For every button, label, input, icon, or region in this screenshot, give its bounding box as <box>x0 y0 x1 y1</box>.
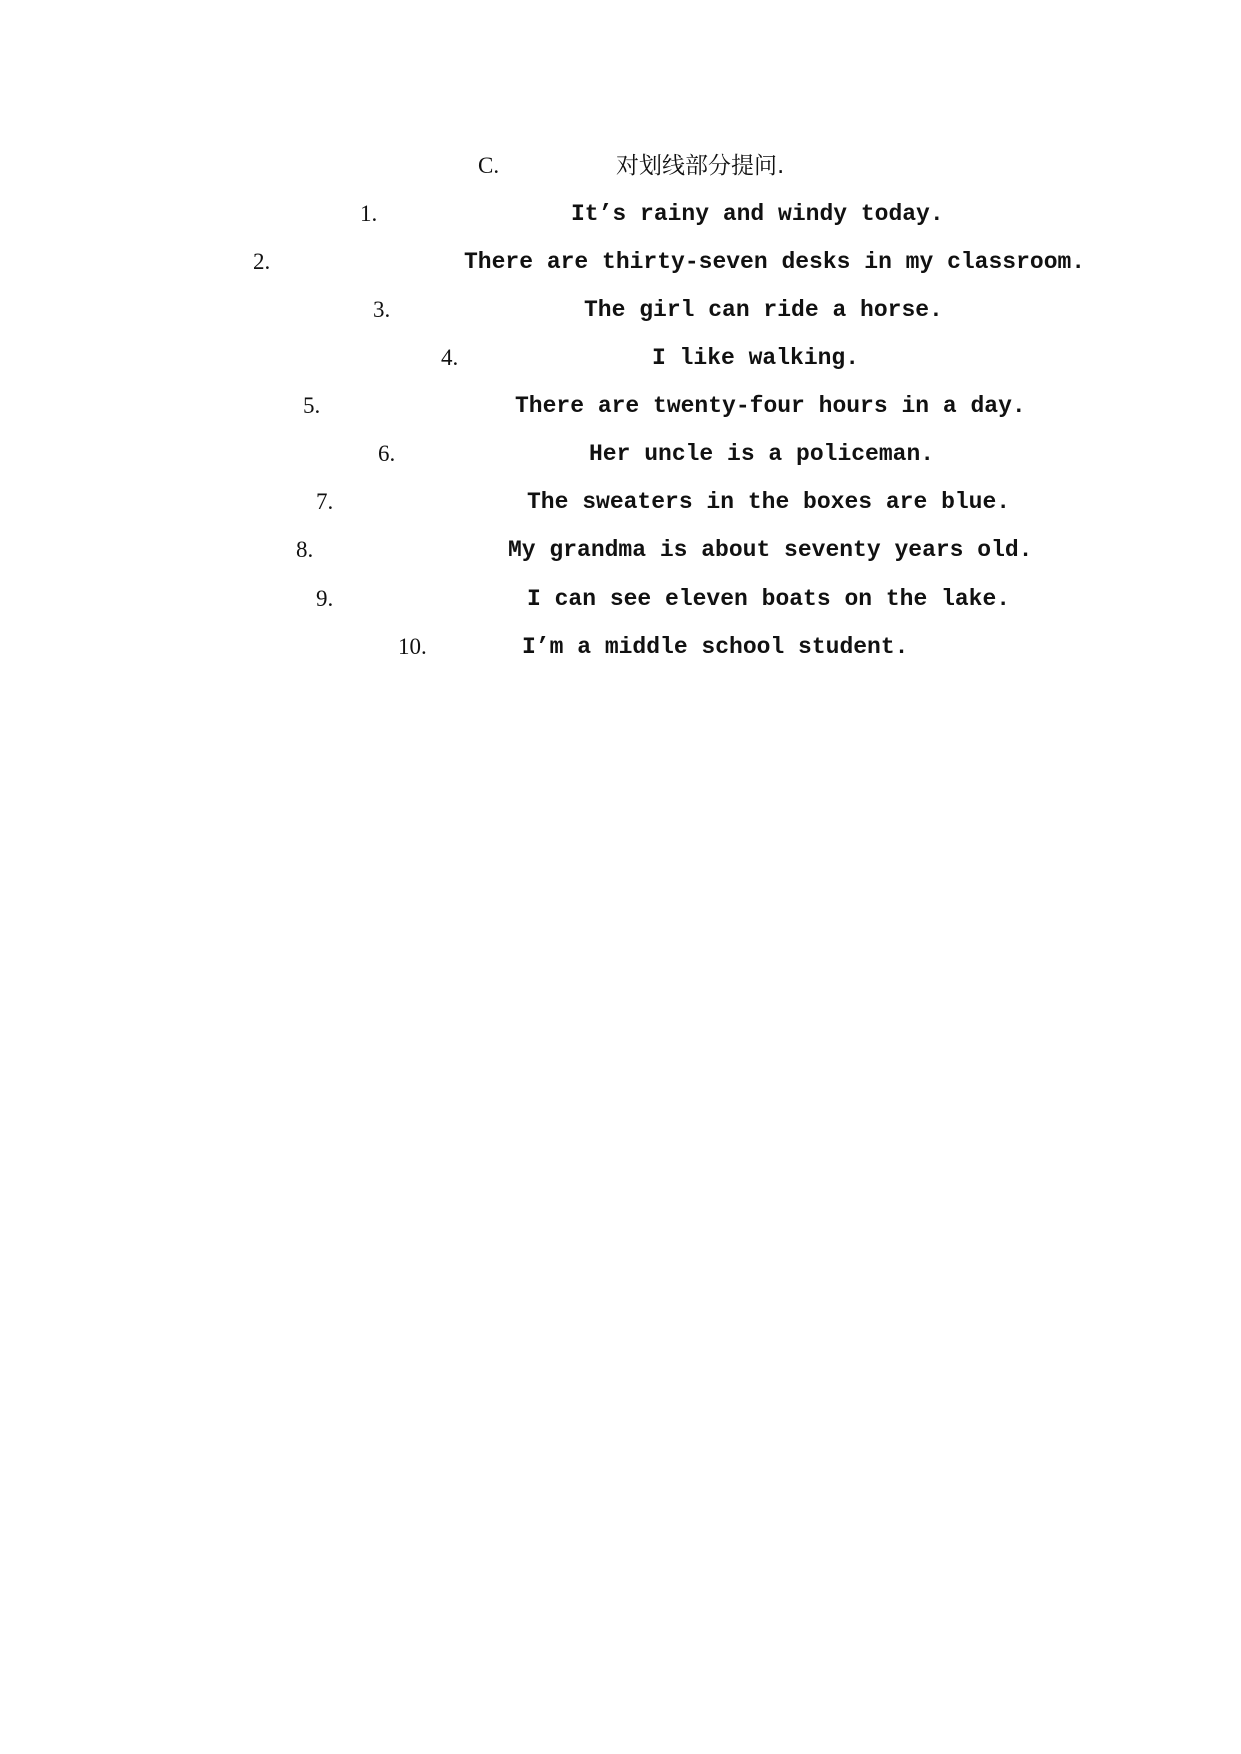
item-sentence: There are thirty-seven desks in my classroom. <box>464 249 1086 275</box>
item-sentence: The girl can ride a horse. <box>584 297 943 323</box>
section-label: C. <box>478 153 500 178</box>
item-sentence: My grandma is about seventy years old. <box>508 537 1033 563</box>
exercise-item-2 <box>0 242 1241 282</box>
item-number: 4. <box>441 345 459 370</box>
item-sentence: The sweaters in the boxes are blue. <box>527 489 1011 515</box>
item-sentence: There are twenty-four hours in a day. <box>515 393 1026 419</box>
item-number: 9. <box>316 586 334 611</box>
exercise-item-6 <box>0 434 1241 474</box>
item-number: 3. <box>373 297 391 322</box>
exercise-item-7 <box>0 482 1241 522</box>
exercise-item-4 <box>0 338 1241 378</box>
exercise-item-1 <box>0 194 1241 234</box>
item-sentence: I like walking. <box>652 345 860 371</box>
item-number: 7. <box>316 489 334 514</box>
exercise-item-8 <box>0 530 1241 570</box>
exercise-item-5 <box>0 386 1241 426</box>
item-number: 5. <box>303 393 321 418</box>
exercise-item-3 <box>0 290 1241 330</box>
section-heading <box>0 146 1241 186</box>
item-number: 1. <box>360 201 378 226</box>
exercise-item-10 <box>0 627 1241 667</box>
item-sentence: I’m a middle school student. <box>522 634 909 660</box>
item-sentence: I can see eleven boats on the lake. <box>527 586 1011 612</box>
item-number: 10. <box>398 634 427 659</box>
section-instruction: 对划线部分提问. <box>616 153 785 179</box>
item-sentence: It’s rainy and windy today. <box>571 201 944 227</box>
item-number: 6. <box>378 441 396 466</box>
item-sentence: Her uncle is a policeman. <box>589 441 935 467</box>
exercise-item-9 <box>0 579 1241 619</box>
item-number: 2. <box>253 249 271 274</box>
item-number: 8. <box>296 537 314 562</box>
